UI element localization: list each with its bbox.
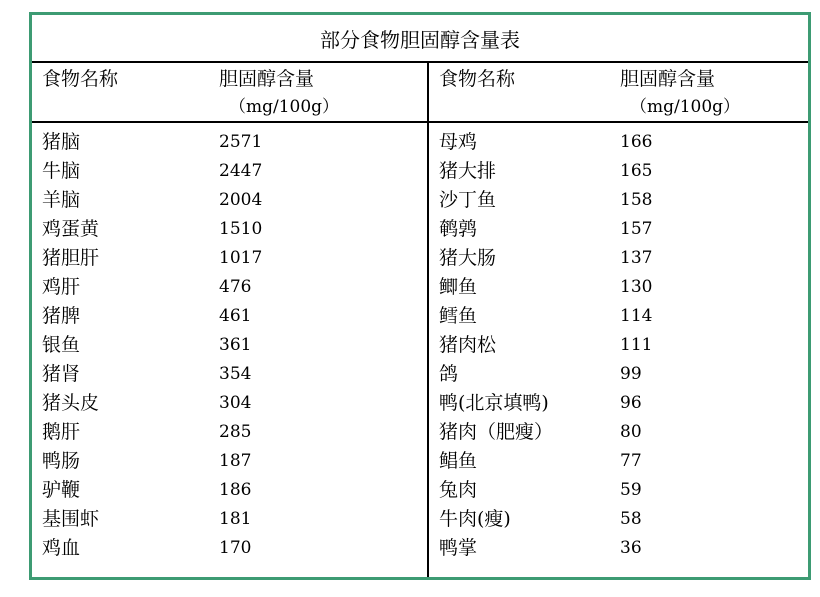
cholesterol-value: 170 <box>219 538 252 558</box>
left-header-unit: （mg/100g） <box>229 97 340 117</box>
cholesterol-value: 58 <box>620 509 642 529</box>
food-name: 鹅肝 <box>42 421 81 443</box>
right-header-content-label: 胆固醇含量 <box>620 68 716 90</box>
food-name: 牛脑 <box>42 160 81 182</box>
food-name: 兔肉 <box>439 479 478 501</box>
food-name: 猪大排 <box>439 160 497 182</box>
food-name: 牛肉(瘦) <box>439 508 511 530</box>
cholesterol-value: 461 <box>219 306 252 326</box>
right-header-content <box>620 65 740 121</box>
column-divider <box>427 61 429 577</box>
table-title-text: 部分食物胆固醇含量表 <box>320 27 520 52</box>
cholesterol-table <box>29 12 811 580</box>
left-header-content-label: 胆固醇含量 <box>219 68 315 90</box>
cholesterol-value: 354 <box>219 364 252 384</box>
cholesterol-value: 130 <box>620 277 653 297</box>
cholesterol-value: 361 <box>219 335 252 355</box>
cholesterol-value: 158 <box>620 190 653 210</box>
food-name: 银鱼 <box>42 334 81 356</box>
food-name: 猪头皮 <box>42 392 100 414</box>
food-name: 基围虾 <box>42 508 100 530</box>
cholesterol-value: 114 <box>620 306 653 326</box>
table-header-row <box>32 61 808 123</box>
food-name: 鸡肝 <box>42 276 81 298</box>
cholesterol-value: 166 <box>620 132 653 152</box>
cholesterol-value: 96 <box>620 393 642 413</box>
food-name: 鸽 <box>439 363 459 385</box>
food-name: 猪胆肝 <box>42 247 100 269</box>
cholesterol-value: 36 <box>620 538 642 558</box>
cholesterol-value: 77 <box>620 451 642 471</box>
cholesterol-value: 186 <box>219 480 252 500</box>
food-name: 猪肉（肥瘦） <box>439 421 554 443</box>
cholesterol-value: 2571 <box>219 132 263 152</box>
cholesterol-value: 1510 <box>219 219 263 239</box>
cholesterol-value: 137 <box>620 248 653 268</box>
cholesterol-value: 157 <box>620 219 653 239</box>
food-name: 猪脾 <box>42 305 81 327</box>
food-name: 鸡蛋黄 <box>42 218 100 240</box>
cholesterol-value: 165 <box>620 161 653 181</box>
food-name: 母鸡 <box>439 131 478 153</box>
cholesterol-value: 285 <box>219 422 252 442</box>
food-name: 鲫鱼 <box>439 276 478 298</box>
left-header-content <box>219 65 339 121</box>
cholesterol-value: 111 <box>620 335 653 355</box>
cholesterol-value: 304 <box>219 393 252 413</box>
food-name: 羊脑 <box>42 189 81 211</box>
cholesterol-value: 2447 <box>219 161 263 181</box>
cholesterol-value: 187 <box>219 451 252 471</box>
food-name: 鲳鱼 <box>439 450 478 472</box>
cholesterol-value: 181 <box>219 509 252 529</box>
food-name: 鸡血 <box>42 537 81 559</box>
cholesterol-value: 80 <box>620 422 642 442</box>
food-name: 猪肾 <box>42 363 81 385</box>
food-name: 猪大肠 <box>439 247 497 269</box>
table-title <box>32 15 808 63</box>
left-header-name: 食物名称 <box>42 68 119 90</box>
food-name: 鸭(北京填鸭) <box>439 392 549 414</box>
food-name: 鹌鹑 <box>439 218 478 240</box>
cholesterol-value: 59 <box>620 480 642 500</box>
food-name: 鳕鱼 <box>439 305 478 327</box>
right-header-unit: （mg/100g） <box>630 97 741 117</box>
cholesterol-value: 1017 <box>219 248 263 268</box>
food-name: 沙丁鱼 <box>439 189 497 211</box>
right-header-name: 食物名称 <box>439 68 516 90</box>
food-name: 鸭肠 <box>42 450 81 472</box>
cholesterol-value: 99 <box>620 364 642 384</box>
food-name: 驴鞭 <box>42 479 81 501</box>
cholesterol-value: 2004 <box>219 190 263 210</box>
food-name: 猪脑 <box>42 131 81 153</box>
food-name: 鸭掌 <box>439 537 478 559</box>
food-name: 猪肉松 <box>439 334 497 356</box>
cholesterol-value: 476 <box>219 277 252 297</box>
